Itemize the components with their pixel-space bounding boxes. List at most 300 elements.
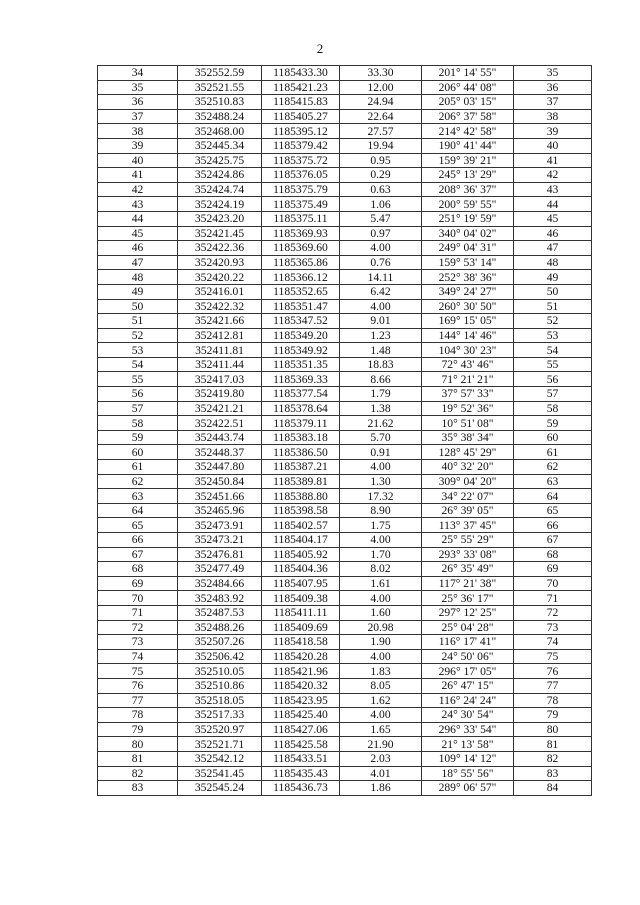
point-number-cell: 83 xyxy=(98,781,178,796)
bearing-cell: 128° 45' 29" xyxy=(422,445,514,460)
distance-cell: 1.70 xyxy=(340,547,422,562)
next-point-cell: 35 xyxy=(514,66,592,81)
bearing-cell: 26° 39' 05" xyxy=(422,503,514,518)
bearing-cell: 200° 59' 55" xyxy=(422,197,514,212)
point-number-cell: 67 xyxy=(98,547,178,562)
x-coordinate-cell: 352443.74 xyxy=(178,430,262,445)
bearing-cell: 25° 04' 28" xyxy=(422,620,514,635)
point-number-cell: 50 xyxy=(98,299,178,314)
point-number-cell: 37 xyxy=(98,109,178,124)
bearing-cell: 104° 30' 23" xyxy=(422,343,514,358)
point-number-cell: 43 xyxy=(98,197,178,212)
table-row xyxy=(98,66,592,81)
y-coordinate-cell: 1185351.35 xyxy=(262,357,340,372)
y-coordinate-cell: 1185349.20 xyxy=(262,328,340,343)
distance-cell: 22.64 xyxy=(340,109,422,124)
distance-cell: 1.75 xyxy=(340,518,422,533)
x-coordinate-cell: 352420.93 xyxy=(178,255,262,270)
y-coordinate-cell: 1185375.11 xyxy=(262,211,340,226)
y-coordinate-cell: 1185427.06 xyxy=(262,722,340,737)
table-row xyxy=(98,168,592,183)
y-coordinate-cell: 1185420.28 xyxy=(262,649,340,664)
point-number-cell: 75 xyxy=(98,664,178,679)
coordinates-table xyxy=(97,65,592,796)
y-coordinate-cell: 1185389.81 xyxy=(262,474,340,489)
x-coordinate-cell: 352488.26 xyxy=(178,620,262,635)
distance-cell: 19.94 xyxy=(340,138,422,153)
distance-cell: 1.90 xyxy=(340,635,422,650)
y-coordinate-cell: 1185411.11 xyxy=(262,605,340,620)
y-coordinate-cell: 1185420.32 xyxy=(262,678,340,693)
next-point-cell: 68 xyxy=(514,547,592,562)
point-number-cell: 41 xyxy=(98,168,178,183)
y-coordinate-cell: 1185435.43 xyxy=(262,766,340,781)
table-row xyxy=(98,737,592,752)
point-number-cell: 73 xyxy=(98,635,178,650)
point-number-cell: 62 xyxy=(98,474,178,489)
distance-cell: 0.95 xyxy=(340,153,422,168)
point-number-cell: 70 xyxy=(98,591,178,606)
point-number-cell: 78 xyxy=(98,708,178,723)
table-row xyxy=(98,430,592,445)
table-row xyxy=(98,299,592,314)
y-coordinate-cell: 1185423.95 xyxy=(262,693,340,708)
point-number-cell: 52 xyxy=(98,328,178,343)
next-point-cell: 67 xyxy=(514,533,592,548)
bearing-cell: 71° 21' 21" xyxy=(422,372,514,387)
next-point-cell: 69 xyxy=(514,562,592,577)
table-row xyxy=(98,241,592,256)
distance-cell: 4.01 xyxy=(340,766,422,781)
distance-cell: 4.00 xyxy=(340,533,422,548)
point-number-cell: 65 xyxy=(98,518,178,533)
x-coordinate-cell: 352510.83 xyxy=(178,95,262,110)
x-coordinate-cell: 352424.74 xyxy=(178,182,262,197)
bearing-cell: 201° 14' 55" xyxy=(422,66,514,81)
bearing-cell: 340° 04' 02" xyxy=(422,226,514,241)
y-coordinate-cell: 1185375.72 xyxy=(262,153,340,168)
distance-cell: 14.11 xyxy=(340,270,422,285)
bearing-cell: 113° 37' 45" xyxy=(422,518,514,533)
point-number-cell: 39 xyxy=(98,138,178,153)
point-number-cell: 35 xyxy=(98,80,178,95)
next-point-cell: 45 xyxy=(514,211,592,226)
next-point-cell: 40 xyxy=(514,138,592,153)
x-coordinate-cell: 352421.66 xyxy=(178,314,262,329)
table-row xyxy=(98,284,592,299)
distance-cell: 5.47 xyxy=(340,211,422,226)
distance-cell: 0.97 xyxy=(340,226,422,241)
point-number-cell: 71 xyxy=(98,605,178,620)
bearing-cell: 40° 32' 20" xyxy=(422,460,514,475)
point-number-cell: 47 xyxy=(98,255,178,270)
distance-cell: 4.00 xyxy=(340,299,422,314)
bearing-cell: 289° 06' 57" xyxy=(422,781,514,796)
point-number-cell: 74 xyxy=(98,649,178,664)
bearing-cell: 34° 22' 07" xyxy=(422,489,514,504)
y-coordinate-cell: 1185387.21 xyxy=(262,460,340,475)
point-number-cell: 69 xyxy=(98,576,178,591)
table-row xyxy=(98,416,592,431)
table-row xyxy=(98,314,592,329)
bearing-cell: 35° 38' 34" xyxy=(422,430,514,445)
x-coordinate-cell: 352422.36 xyxy=(178,241,262,256)
distance-cell: 1.86 xyxy=(340,781,422,796)
x-coordinate-cell: 352445.34 xyxy=(178,138,262,153)
distance-cell: 4.00 xyxy=(340,591,422,606)
table-row xyxy=(98,576,592,591)
table-row xyxy=(98,620,592,635)
bearing-cell: 208° 36' 37" xyxy=(422,182,514,197)
table-row xyxy=(98,109,592,124)
table-body xyxy=(98,66,592,796)
next-point-cell: 49 xyxy=(514,270,592,285)
table-row xyxy=(98,547,592,562)
bearing-cell: 26° 35' 49" xyxy=(422,562,514,577)
distance-cell: 8.66 xyxy=(340,372,422,387)
distance-cell: 24.94 xyxy=(340,95,422,110)
distance-cell: 8.05 xyxy=(340,678,422,693)
x-coordinate-cell: 352477.49 xyxy=(178,562,262,577)
x-coordinate-cell: 352421.21 xyxy=(178,401,262,416)
next-point-cell: 59 xyxy=(514,416,592,431)
table-row xyxy=(98,678,592,693)
bearing-cell: 190° 41' 44" xyxy=(422,138,514,153)
x-coordinate-cell: 352423.20 xyxy=(178,211,262,226)
distance-cell: 17.32 xyxy=(340,489,422,504)
table-row xyxy=(98,153,592,168)
y-coordinate-cell: 1185366.12 xyxy=(262,270,340,285)
next-point-cell: 71 xyxy=(514,591,592,606)
bearing-cell: 24° 50' 06" xyxy=(422,649,514,664)
y-coordinate-cell: 1185352.65 xyxy=(262,284,340,299)
table-row xyxy=(98,649,592,664)
bearing-cell: 349° 24' 27" xyxy=(422,284,514,299)
bearing-cell: 297° 12' 25" xyxy=(422,605,514,620)
point-number-cell: 82 xyxy=(98,766,178,781)
table-row xyxy=(98,270,592,285)
y-coordinate-cell: 1185433.30 xyxy=(262,66,340,81)
next-point-cell: 77 xyxy=(514,678,592,693)
x-coordinate-cell: 352419.80 xyxy=(178,387,262,402)
point-number-cell: 59 xyxy=(98,430,178,445)
point-number-cell: 45 xyxy=(98,226,178,241)
table-row xyxy=(98,387,592,402)
x-coordinate-cell: 352465.96 xyxy=(178,503,262,518)
next-point-cell: 38 xyxy=(514,109,592,124)
bearing-cell: 117° 21' 38" xyxy=(422,576,514,591)
point-number-cell: 79 xyxy=(98,722,178,737)
point-number-cell: 40 xyxy=(98,153,178,168)
bearing-cell: 26° 47' 15" xyxy=(422,678,514,693)
x-coordinate-cell: 352484.66 xyxy=(178,576,262,591)
point-number-cell: 66 xyxy=(98,533,178,548)
page-number: 2 xyxy=(316,41,324,56)
next-point-cell: 50 xyxy=(514,284,592,299)
point-number-cell: 54 xyxy=(98,357,178,372)
x-coordinate-cell: 352545.24 xyxy=(178,781,262,796)
point-number-cell: 60 xyxy=(98,445,178,460)
x-coordinate-cell: 352507.26 xyxy=(178,635,262,650)
table-row xyxy=(98,226,592,241)
table-row xyxy=(98,781,592,796)
next-point-cell: 72 xyxy=(514,605,592,620)
distance-cell: 1.60 xyxy=(340,605,422,620)
next-point-cell: 73 xyxy=(514,620,592,635)
table-row xyxy=(98,533,592,548)
distance-cell: 12.00 xyxy=(340,80,422,95)
x-coordinate-cell: 352510.86 xyxy=(178,678,262,693)
point-number-cell: 58 xyxy=(98,416,178,431)
x-coordinate-cell: 352448.37 xyxy=(178,445,262,460)
x-coordinate-cell: 352468.00 xyxy=(178,124,262,139)
table-row xyxy=(98,343,592,358)
bearing-cell: 116° 17' 41" xyxy=(422,635,514,650)
y-coordinate-cell: 1185405.92 xyxy=(262,547,340,562)
table-row xyxy=(98,605,592,620)
y-coordinate-cell: 1185436.73 xyxy=(262,781,340,796)
point-number-cell: 80 xyxy=(98,737,178,752)
table-row xyxy=(98,708,592,723)
bearing-cell: 144° 14' 46" xyxy=(422,328,514,343)
point-number-cell: 81 xyxy=(98,751,178,766)
x-coordinate-cell: 352450.84 xyxy=(178,474,262,489)
next-point-cell: 48 xyxy=(514,255,592,270)
bearing-cell: 159° 39' 21" xyxy=(422,153,514,168)
bearing-cell: 25° 55' 29" xyxy=(422,533,514,548)
next-point-cell: 51 xyxy=(514,299,592,314)
y-coordinate-cell: 1185421.23 xyxy=(262,80,340,95)
distance-cell: 2.03 xyxy=(340,751,422,766)
x-coordinate-cell: 352517.33 xyxy=(178,708,262,723)
x-coordinate-cell: 352473.21 xyxy=(178,533,262,548)
next-point-cell: 47 xyxy=(514,241,592,256)
next-point-cell: 36 xyxy=(514,80,592,95)
point-number-cell: 76 xyxy=(98,678,178,693)
bearing-cell: 169° 15' 05" xyxy=(422,314,514,329)
next-point-cell: 79 xyxy=(514,708,592,723)
table-row xyxy=(98,357,592,372)
y-coordinate-cell: 1185388.80 xyxy=(262,489,340,504)
bearing-cell: 249° 04' 31" xyxy=(422,241,514,256)
x-coordinate-cell: 352488.24 xyxy=(178,109,262,124)
next-point-cell: 55 xyxy=(514,357,592,372)
x-coordinate-cell: 352447.80 xyxy=(178,460,262,475)
table-row xyxy=(98,445,592,460)
x-coordinate-cell: 352542.12 xyxy=(178,751,262,766)
x-coordinate-cell: 352424.86 xyxy=(178,168,262,183)
next-point-cell: 80 xyxy=(514,722,592,737)
x-coordinate-cell: 352476.81 xyxy=(178,547,262,562)
next-point-cell: 41 xyxy=(514,153,592,168)
x-coordinate-cell: 352520.97 xyxy=(178,722,262,737)
point-number-cell: 36 xyxy=(98,95,178,110)
table-row xyxy=(98,124,592,139)
distance-cell: 4.00 xyxy=(340,649,422,664)
y-coordinate-cell: 1185386.50 xyxy=(262,445,340,460)
y-coordinate-cell: 1185349.92 xyxy=(262,343,340,358)
point-number-cell: 64 xyxy=(98,503,178,518)
point-number-cell: 44 xyxy=(98,211,178,226)
table-row xyxy=(98,95,592,110)
x-coordinate-cell: 352412.81 xyxy=(178,328,262,343)
bearing-cell: 72° 43' 46" xyxy=(422,357,514,372)
table-row xyxy=(98,138,592,153)
y-coordinate-cell: 1185369.93 xyxy=(262,226,340,241)
y-coordinate-cell: 1185377.54 xyxy=(262,387,340,402)
table-row xyxy=(98,80,592,95)
y-coordinate-cell: 1185433.51 xyxy=(262,751,340,766)
next-point-cell: 63 xyxy=(514,474,592,489)
y-coordinate-cell: 1185375.49 xyxy=(262,197,340,212)
table-row xyxy=(98,182,592,197)
y-coordinate-cell: 1185421.96 xyxy=(262,664,340,679)
y-coordinate-cell: 1185379.42 xyxy=(262,138,340,153)
y-coordinate-cell: 1185409.69 xyxy=(262,620,340,635)
y-coordinate-cell: 1185369.33 xyxy=(262,372,340,387)
bearing-cell: 205° 03' 15" xyxy=(422,95,514,110)
distance-cell: 4.00 xyxy=(340,241,422,256)
table-row xyxy=(98,460,592,475)
distance-cell: 1.06 xyxy=(340,197,422,212)
x-coordinate-cell: 352506.42 xyxy=(178,649,262,664)
bearing-cell: 206° 37' 58" xyxy=(422,109,514,124)
point-number-cell: 38 xyxy=(98,124,178,139)
point-number-cell: 34 xyxy=(98,66,178,81)
next-point-cell: 46 xyxy=(514,226,592,241)
y-coordinate-cell: 1185395.12 xyxy=(262,124,340,139)
point-number-cell: 68 xyxy=(98,562,178,577)
y-coordinate-cell: 1185425.40 xyxy=(262,708,340,723)
next-point-cell: 84 xyxy=(514,781,592,796)
point-number-cell: 61 xyxy=(98,460,178,475)
bearing-cell: 116° 24' 24" xyxy=(422,693,514,708)
bearing-cell: 10° 51' 08" xyxy=(422,416,514,431)
next-point-cell: 83 xyxy=(514,766,592,781)
distance-cell: 1.48 xyxy=(340,343,422,358)
table-row xyxy=(98,401,592,416)
x-coordinate-cell: 352416.01 xyxy=(178,284,262,299)
next-point-cell: 43 xyxy=(514,182,592,197)
bearing-cell: 21° 13' 58" xyxy=(422,737,514,752)
y-coordinate-cell: 1185425.58 xyxy=(262,737,340,752)
y-coordinate-cell: 1185369.60 xyxy=(262,241,340,256)
point-number-cell: 42 xyxy=(98,182,178,197)
table-row xyxy=(98,664,592,679)
distance-cell: 6.42 xyxy=(340,284,422,299)
y-coordinate-cell: 1185405.27 xyxy=(262,109,340,124)
x-coordinate-cell: 352411.81 xyxy=(178,343,262,358)
next-point-cell: 56 xyxy=(514,372,592,387)
y-coordinate-cell: 1185409.38 xyxy=(262,591,340,606)
next-point-cell: 44 xyxy=(514,197,592,212)
point-number-cell: 49 xyxy=(98,284,178,299)
y-coordinate-cell: 1185402.57 xyxy=(262,518,340,533)
next-point-cell: 74 xyxy=(514,635,592,650)
x-coordinate-cell: 352483.92 xyxy=(178,591,262,606)
y-coordinate-cell: 1185415.83 xyxy=(262,95,340,110)
x-coordinate-cell: 352541.45 xyxy=(178,766,262,781)
bearing-cell: 296° 33' 54" xyxy=(422,722,514,737)
bearing-cell: 251° 19' 59" xyxy=(422,211,514,226)
point-number-cell: 48 xyxy=(98,270,178,285)
distance-cell: 8.90 xyxy=(340,503,422,518)
table-row xyxy=(98,562,592,577)
x-coordinate-cell: 352424.19 xyxy=(178,197,262,212)
table-row xyxy=(98,751,592,766)
bearing-cell: 25° 36' 17" xyxy=(422,591,514,606)
next-point-cell: 76 xyxy=(514,664,592,679)
point-number-cell: 63 xyxy=(98,489,178,504)
distance-cell: 27.57 xyxy=(340,124,422,139)
x-coordinate-cell: 352451.66 xyxy=(178,489,262,504)
distance-cell: 20.98 xyxy=(340,620,422,635)
point-number-cell: 56 xyxy=(98,387,178,402)
x-coordinate-cell: 352518.05 xyxy=(178,693,262,708)
next-point-cell: 39 xyxy=(514,124,592,139)
x-coordinate-cell: 352417.03 xyxy=(178,372,262,387)
table-row xyxy=(98,474,592,489)
distance-cell: 8.02 xyxy=(340,562,422,577)
distance-cell: 1.83 xyxy=(340,664,422,679)
y-coordinate-cell: 1185383.18 xyxy=(262,430,340,445)
point-number-cell: 53 xyxy=(98,343,178,358)
distance-cell: 4.00 xyxy=(340,460,422,475)
next-point-cell: 42 xyxy=(514,168,592,183)
y-coordinate-cell: 1185418.58 xyxy=(262,635,340,650)
x-coordinate-cell: 352510.05 xyxy=(178,664,262,679)
next-point-cell: 65 xyxy=(514,503,592,518)
x-coordinate-cell: 352422.51 xyxy=(178,416,262,431)
next-point-cell: 61 xyxy=(514,445,592,460)
distance-cell: 0.76 xyxy=(340,255,422,270)
bearing-cell: 260° 30' 50" xyxy=(422,299,514,314)
distance-cell: 33.30 xyxy=(340,66,422,81)
table-row xyxy=(98,372,592,387)
distance-cell: 1.30 xyxy=(340,474,422,489)
distance-cell: 21.62 xyxy=(340,416,422,431)
y-coordinate-cell: 1185376.05 xyxy=(262,168,340,183)
x-coordinate-cell: 352552.59 xyxy=(178,66,262,81)
x-coordinate-cell: 352487.53 xyxy=(178,605,262,620)
next-point-cell: 66 xyxy=(514,518,592,533)
table-row xyxy=(98,489,592,504)
table-row xyxy=(98,518,592,533)
x-coordinate-cell: 352411.44 xyxy=(178,357,262,372)
x-coordinate-cell: 352473.91 xyxy=(178,518,262,533)
distance-cell: 18.83 xyxy=(340,357,422,372)
point-number-cell: 57 xyxy=(98,401,178,416)
x-coordinate-cell: 352422.32 xyxy=(178,299,262,314)
distance-cell: 1.65 xyxy=(340,722,422,737)
bearing-cell: 296° 17' 05" xyxy=(422,664,514,679)
distance-cell: 1.38 xyxy=(340,401,422,416)
table-row xyxy=(98,255,592,270)
table-row xyxy=(98,211,592,226)
distance-cell: 0.91 xyxy=(340,445,422,460)
distance-cell: 0.63 xyxy=(340,182,422,197)
bearing-cell: 214° 42' 58" xyxy=(422,124,514,139)
next-point-cell: 81 xyxy=(514,737,592,752)
next-point-cell: 53 xyxy=(514,328,592,343)
y-coordinate-cell: 1185347.52 xyxy=(262,314,340,329)
next-point-cell: 82 xyxy=(514,751,592,766)
table-row xyxy=(98,635,592,650)
next-point-cell: 58 xyxy=(514,401,592,416)
next-point-cell: 75 xyxy=(514,649,592,664)
next-point-cell: 60 xyxy=(514,430,592,445)
bearing-cell: 24° 30' 54" xyxy=(422,708,514,723)
